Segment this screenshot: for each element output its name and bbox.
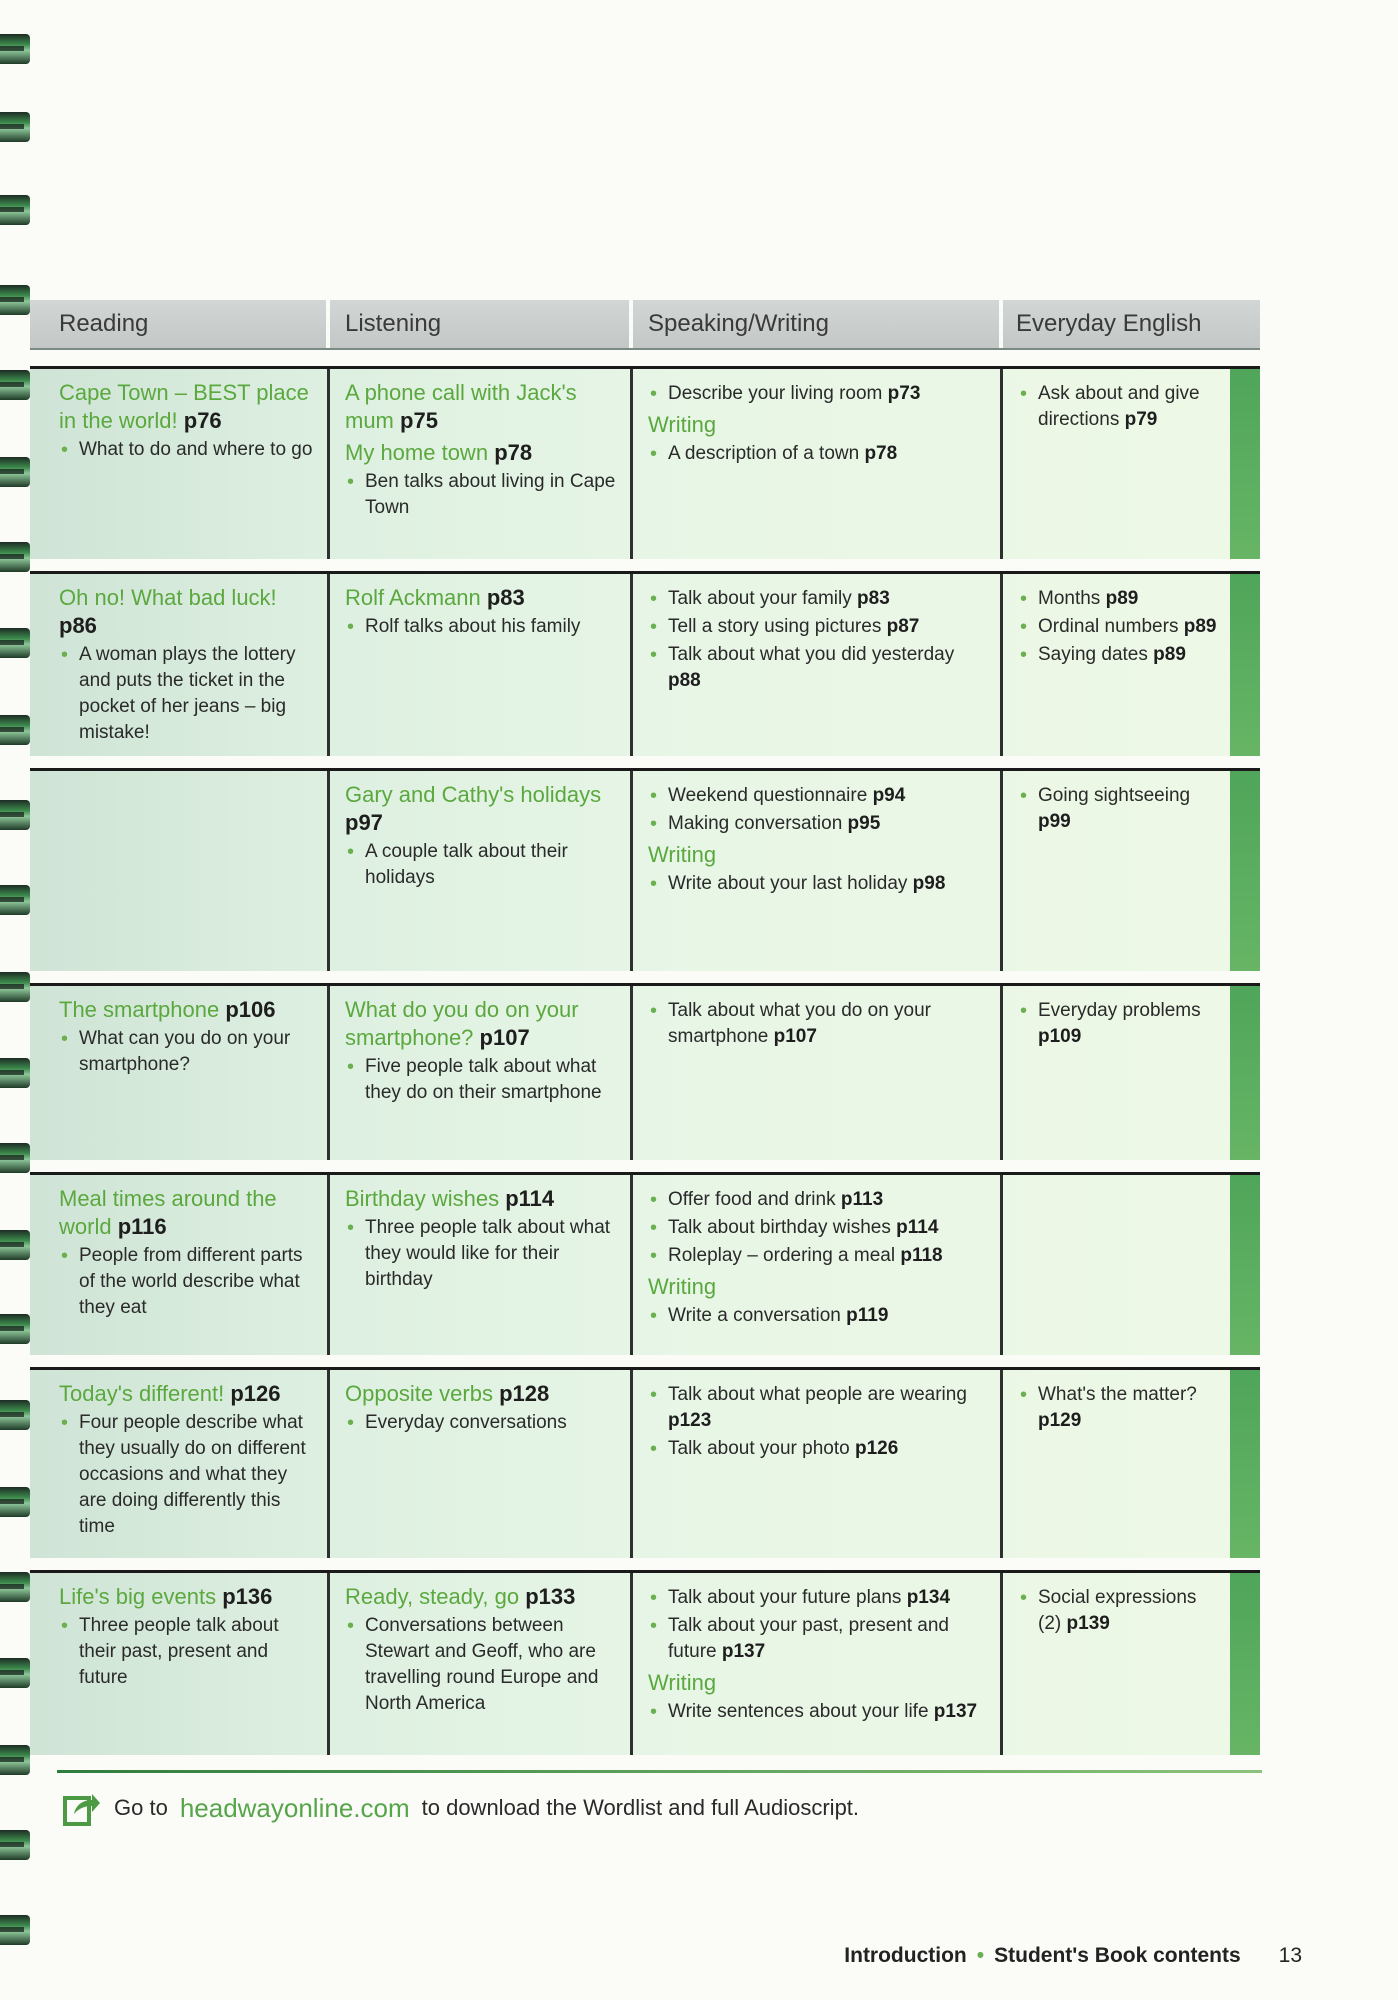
page-ref: p109 xyxy=(1038,1026,1082,1047)
item-text: Offer food and drink xyxy=(668,1189,836,1210)
page-ref: p107 xyxy=(479,1025,530,1050)
spiral-coil xyxy=(0,1058,30,1088)
item-text: Weekend questionnaire xyxy=(668,785,868,806)
page-ref: p106 xyxy=(225,997,276,1022)
reading-title xyxy=(59,1380,319,1408)
goto-prefix: Go to xyxy=(114,1795,168,1820)
item-text: Social expressions (2) xyxy=(1038,1587,1197,1634)
page-ref: p89 xyxy=(1153,644,1186,665)
list-item: • Rolf talks about his family xyxy=(345,614,622,640)
contents-table xyxy=(30,300,1260,1755)
spiral-coil xyxy=(0,542,30,572)
spiral-coil xyxy=(0,1230,30,1260)
page-ref: p94 xyxy=(872,785,906,806)
listening-cell xyxy=(330,1573,633,1755)
bullet-list xyxy=(345,1410,622,1436)
item-text: Talk about your photo xyxy=(668,1438,850,1459)
spiral-coil xyxy=(0,1572,30,1602)
list-item: • A couple talk about their holidays xyxy=(345,839,622,891)
reading-cell xyxy=(30,574,330,756)
item-text: A description of a town xyxy=(668,443,860,464)
listening-title xyxy=(345,1185,622,1213)
everyday-english-cell xyxy=(1003,986,1230,1160)
item-text: Talk about your future plans xyxy=(668,1587,902,1608)
page-ref: p98 xyxy=(912,873,946,894)
unit-rows xyxy=(30,366,1260,1755)
list-item xyxy=(648,1215,992,1241)
list-item xyxy=(648,586,992,612)
list-item xyxy=(648,1303,992,1329)
item-text: Talk about birthday wishes xyxy=(668,1217,891,1238)
bullet-list xyxy=(345,614,622,640)
list-item xyxy=(648,642,992,694)
reading-cell xyxy=(30,1175,330,1355)
item-text: Saying dates xyxy=(1038,644,1148,665)
unit-row xyxy=(30,768,1260,971)
page-ref: p89 xyxy=(1183,616,1217,637)
bullet-list xyxy=(59,1613,319,1691)
unit-tab xyxy=(1230,986,1260,1160)
unit-row xyxy=(30,1172,1260,1355)
list-item xyxy=(1018,783,1222,835)
footer-title: Student's Book contents xyxy=(994,1944,1241,1967)
goto-suffix: to download the Wordlist and full Audioscript. xyxy=(421,1795,860,1820)
list-item xyxy=(648,1585,992,1611)
reading-title-text: Life's big events xyxy=(59,1584,217,1609)
spiral-coil xyxy=(0,715,30,745)
list-item xyxy=(648,381,992,407)
reading-title-text: Oh no! What bad luck! xyxy=(59,585,277,610)
item-text: Ask about and give directions xyxy=(1038,383,1200,430)
page-ref: p119 xyxy=(846,1305,889,1326)
list-item: • What can you do on your smartphone? xyxy=(59,1026,319,1078)
item-text: Talk about what people are wearing xyxy=(668,1384,967,1405)
bullet-list xyxy=(1018,783,1222,835)
page-ref: p89 xyxy=(1105,588,1139,609)
reading-title xyxy=(59,1185,319,1241)
listening-title-text: My home town xyxy=(345,440,489,465)
bullet-list xyxy=(648,586,992,694)
bullet-list xyxy=(1018,1382,1222,1434)
bullet-list xyxy=(648,998,992,1050)
item-text: Write sentences about your life xyxy=(668,1701,929,1722)
list-item xyxy=(1018,1382,1222,1434)
listening-cell xyxy=(330,574,633,756)
spiral-coil xyxy=(0,1487,30,1517)
item-text: Talk about your past, present and future xyxy=(668,1615,949,1662)
list-item xyxy=(1018,998,1222,1050)
spiral-coil xyxy=(0,370,30,400)
page-ref: p137 xyxy=(721,1641,766,1662)
reading-title xyxy=(59,996,319,1024)
page-ref: p123 xyxy=(668,1410,712,1431)
reading-cell xyxy=(30,986,330,1160)
speaking-writing-cell xyxy=(633,369,1003,559)
everyday-english-cell xyxy=(1003,1573,1230,1755)
listening-title-text: Opposite verbs xyxy=(345,1381,493,1406)
list-item xyxy=(648,871,992,897)
unit-tab xyxy=(1230,1370,1260,1558)
header-everyday-english: Everyday English xyxy=(1016,310,1202,337)
listening-title-text: Rolf Ackmann xyxy=(345,585,481,610)
list-item xyxy=(1018,381,1222,433)
listening-title xyxy=(345,1583,622,1611)
spiral-binding xyxy=(0,0,32,2000)
list-item xyxy=(648,1187,992,1213)
speaking-writing-cell xyxy=(633,1370,1003,1558)
reading-title-text: Cape Town – BEST place in the world! xyxy=(59,380,309,433)
header-listening: Listening xyxy=(330,300,633,348)
page-ref: p78 xyxy=(494,440,533,465)
list-item: • Everyday conversations xyxy=(345,1410,622,1436)
writing-label: Writing xyxy=(648,412,717,437)
unit-tab xyxy=(1230,1573,1260,1755)
reading-title xyxy=(59,584,319,640)
item-text: Talk about what you did yesterday xyxy=(668,644,955,665)
spiral-coil xyxy=(0,1143,30,1173)
list-item: • Conversations between Stewart and Geoff, who are travelling round Europe and North America xyxy=(345,1613,622,1717)
bullet-list xyxy=(59,437,319,463)
page-ref: p86 xyxy=(59,613,97,638)
reading-title xyxy=(59,1583,319,1611)
page-ref: p113 xyxy=(840,1189,884,1210)
spiral-coil xyxy=(0,285,30,315)
listening-title xyxy=(345,379,622,435)
writing-label: Writing xyxy=(648,842,717,867)
page-ref: p95 xyxy=(847,813,881,834)
reading-cell xyxy=(30,369,330,559)
page-ref: p126 xyxy=(230,1381,281,1406)
unit-tab xyxy=(1230,1175,1260,1355)
bullet-list xyxy=(59,1243,319,1321)
bullet-list xyxy=(648,1187,992,1269)
everyday-english-cell xyxy=(1003,574,1230,756)
page-footer xyxy=(844,1944,1302,1968)
bullet-list xyxy=(1018,381,1222,433)
bullet-list xyxy=(648,1585,992,1665)
page-ref: p83 xyxy=(486,585,525,610)
unit-row xyxy=(30,366,1260,559)
listening-title xyxy=(345,584,622,612)
listening-title-text: Birthday wishes xyxy=(345,1186,500,1211)
list-item xyxy=(648,1382,992,1434)
list-item xyxy=(648,441,992,467)
header-reading: Reading xyxy=(30,300,330,348)
spiral-coil xyxy=(0,1314,30,1344)
item-text: Making conversation xyxy=(668,813,843,834)
reading-cell xyxy=(30,1573,330,1755)
speaking-writing-cell xyxy=(633,574,1003,756)
page-ref: p134 xyxy=(906,1587,951,1608)
bullet-list xyxy=(345,1215,622,1293)
spiral-coil xyxy=(0,1400,30,1430)
footer-section: Introduction xyxy=(844,1944,967,1967)
page-ref: p107 xyxy=(773,1026,817,1047)
page-ref: p78 xyxy=(864,443,898,464)
page-ref: p97 xyxy=(345,810,383,835)
bullet-list xyxy=(648,381,992,407)
speaking-writing-cell xyxy=(633,986,1003,1160)
page-ref: p129 xyxy=(1038,1410,1082,1431)
footer-separator: • xyxy=(976,1944,985,1967)
listening-cell xyxy=(330,771,633,971)
table-header xyxy=(30,300,1260,350)
page-ref: p114 xyxy=(505,1186,555,1211)
listening-title xyxy=(345,439,622,467)
page-ref: p73 xyxy=(887,383,921,404)
page-ref: p79 xyxy=(1124,409,1158,430)
item-text: Talk about what you do on your smartphone xyxy=(668,1000,932,1047)
list-item: • Five people talk about what they do on their smartphone xyxy=(345,1054,622,1106)
list-item: • Ben talks about living in Cape Town xyxy=(345,469,622,521)
bullet-list xyxy=(345,1613,622,1717)
spiral-coil xyxy=(0,1658,30,1688)
bullet-list xyxy=(1018,998,1222,1050)
page-ref: p137 xyxy=(933,1701,978,1722)
listening-title-text: Ready, steady, go xyxy=(345,1584,520,1609)
reading-title-text: The smartphone xyxy=(59,997,220,1022)
page-ref: p136 xyxy=(222,1584,273,1609)
headway-online-link[interactable]: headwayonline.com xyxy=(179,1792,410,1823)
list-item xyxy=(1018,586,1222,612)
item-text: Talk about your family xyxy=(668,588,852,609)
list-item xyxy=(648,614,992,640)
listening-title-text: Gary and Cathy's holidays xyxy=(345,782,602,807)
spiral-coil xyxy=(0,34,30,64)
page-ref: p76 xyxy=(183,408,222,433)
listening-title-text: A phone call with Jack's mum xyxy=(345,380,577,433)
everyday-english-cell xyxy=(1003,1370,1230,1558)
list-item xyxy=(648,1699,992,1725)
bullet-list xyxy=(59,642,319,746)
listening-title xyxy=(345,1380,622,1408)
item-text: Write about your last holiday xyxy=(668,873,908,894)
bullet-list xyxy=(648,871,992,897)
page-ref: p114 xyxy=(896,1217,939,1238)
unit-row xyxy=(30,1367,1260,1558)
page-ref: p75 xyxy=(400,408,438,433)
listening-title xyxy=(345,996,622,1052)
reading-cell xyxy=(30,771,330,971)
page-ref: p118 xyxy=(900,1245,943,1266)
everyday-english-cell xyxy=(1003,369,1230,559)
list-item xyxy=(1018,614,1222,640)
item-text: What's the matter? xyxy=(1038,1384,1197,1405)
spiral-coil xyxy=(0,1830,30,1860)
unit-row xyxy=(30,571,1260,756)
item-text: Going sightseeing xyxy=(1038,785,1191,806)
bullet-list xyxy=(1018,1585,1222,1637)
item-text: Roleplay – ordering a meal xyxy=(668,1245,896,1266)
bullet-list xyxy=(648,1303,992,1329)
speaking-writing-cell xyxy=(633,771,1003,971)
page-ref: p126 xyxy=(854,1438,899,1459)
spiral-coil xyxy=(0,457,30,487)
writing-label: Writing xyxy=(648,1670,717,1695)
list-item: • Three people talk about what they would like for their birthday xyxy=(345,1215,622,1293)
unit-tab xyxy=(1230,771,1260,971)
listening-title xyxy=(345,781,622,837)
page-ref: p88 xyxy=(668,670,701,691)
bullet-list xyxy=(1018,586,1222,668)
unit-tab xyxy=(1230,574,1260,756)
list-item: • A woman plays the lottery and puts the ticket in the pocket of her jeans – big mistake! xyxy=(59,642,319,746)
online-resource-note xyxy=(62,1786,859,1830)
list-item xyxy=(648,783,992,809)
reading-cell xyxy=(30,1370,330,1558)
spiral-coil xyxy=(0,628,30,658)
speaking-writing-cell xyxy=(633,1175,1003,1355)
page-ref: p116 xyxy=(117,1214,167,1239)
page-ref: p133 xyxy=(525,1584,576,1609)
item-text: Write a conversation xyxy=(668,1305,841,1326)
speaking-writing-cell xyxy=(633,1573,1003,1755)
external-link-icon xyxy=(62,1788,102,1828)
listening-cell xyxy=(330,986,633,1160)
list-item: • What to do and where to go xyxy=(59,437,319,463)
bullet-list xyxy=(345,839,622,891)
item-text: Tell a story using pictures xyxy=(668,616,882,637)
item-text: Months xyxy=(1038,588,1101,609)
header-speaking-writing: Speaking/Writing xyxy=(633,300,1003,348)
bullet-list xyxy=(345,1054,622,1106)
listening-cell xyxy=(330,1370,633,1558)
writing-label: Writing xyxy=(648,1274,717,1299)
unit-row xyxy=(30,1570,1260,1755)
page-ref: p139 xyxy=(1066,1613,1110,1634)
unit-row xyxy=(30,983,1260,1160)
list-item: • People from different parts of the world describe what they eat xyxy=(59,1243,319,1321)
list-item xyxy=(1018,1585,1222,1637)
list-item: • Four people describe what they usually do on different occasions and what they are doing differently this time xyxy=(59,1410,319,1540)
reading-title-text: Today's different! xyxy=(59,1381,225,1406)
spiral-coil xyxy=(0,972,30,1002)
list-item xyxy=(648,811,992,837)
bullet-list xyxy=(648,1699,992,1725)
bullet-list xyxy=(648,783,992,837)
everyday-english-cell xyxy=(1003,771,1230,971)
listening-cell xyxy=(330,1175,633,1355)
page-ref: p99 xyxy=(1038,811,1071,832)
spiral-coil xyxy=(0,1745,30,1775)
spiral-coil xyxy=(0,885,30,915)
bullet-list xyxy=(59,1410,319,1540)
list-item xyxy=(648,1613,992,1665)
item-text: Everyday problems xyxy=(1038,1000,1201,1021)
page-ref: p83 xyxy=(857,588,890,609)
list-item: • Three people talk about their past, present and future xyxy=(59,1613,319,1691)
page-ref: p87 xyxy=(886,616,920,637)
item-text: Describe your living room xyxy=(668,383,883,404)
unit-tab xyxy=(1230,369,1260,559)
list-item xyxy=(648,1243,992,1269)
spiral-coil xyxy=(0,800,30,830)
spiral-coil xyxy=(0,1915,30,1945)
everyday-english-cell xyxy=(1003,1175,1230,1355)
spiral-coil xyxy=(0,195,30,225)
reading-title xyxy=(59,379,319,435)
listening-title-text: What do you do on your smartphone? xyxy=(345,997,579,1050)
list-item xyxy=(648,998,992,1050)
bullet-list xyxy=(648,1382,992,1462)
listening-cell xyxy=(330,369,633,559)
reading-title-text: Meal times around the world xyxy=(59,1186,277,1239)
bullet-list xyxy=(648,441,992,467)
bullet-list xyxy=(59,1026,319,1078)
list-item xyxy=(648,1436,992,1462)
item-text: Ordinal numbers xyxy=(1038,616,1179,637)
page-ref: p128 xyxy=(499,1381,550,1406)
bullet-list xyxy=(345,469,622,521)
page-number: 13 xyxy=(1278,1944,1302,1967)
footer-divider xyxy=(57,1770,1262,1773)
spiral-coil xyxy=(0,112,30,142)
list-item xyxy=(1018,642,1222,668)
